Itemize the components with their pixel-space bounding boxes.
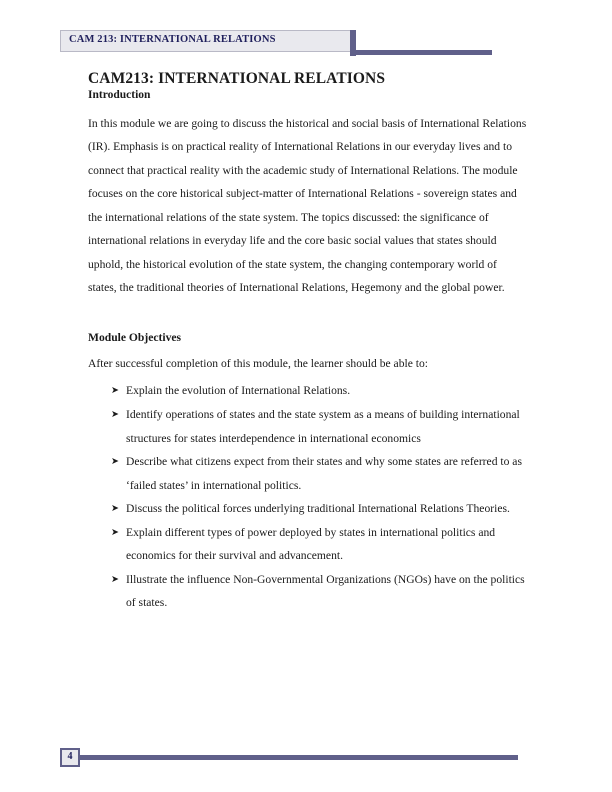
running-header-rule: [356, 50, 492, 55]
page-footer: [60, 748, 520, 772]
document-body: [88, 70, 528, 615]
objective-text: Explain the evolution of International Relations.: [126, 384, 351, 398]
objective-text: Illustrate the influence Non-Governmental Organizations (NGOs) have on the politics of states.: [126, 572, 525, 610]
arrow-bullet-icon: ➤: [111, 456, 119, 468]
running-header: [60, 30, 492, 54]
objective-text: Discuss the political forces underlying traditional International Relations Theories.: [126, 502, 510, 516]
objective-text: Describe what citizens expect from their states and why some states are referred to as ‘failed states’ in international politics.: [126, 455, 522, 492]
arrow-bullet-icon: ➤: [111, 503, 119, 515]
introduction-heading: Introduction: [88, 89, 151, 102]
objective-item: [88, 497, 528, 521]
arrow-bullet-icon: ➤: [111, 408, 119, 420]
module-objectives-heading: Module Objectives: [88, 330, 182, 344]
objective-item: [88, 450, 528, 497]
running-header-title: CAM 213: INTERNATIONAL RELATIONS: [69, 34, 276, 45]
objective-item: [88, 403, 528, 450]
arrow-bullet-icon: ➤: [111, 526, 119, 538]
module-objectives-lead: After successful completion of this module, the learner should be able to:: [88, 357, 428, 371]
page-title: CAM213: INTERNATIONAL RELATIONS: [88, 70, 386, 87]
footer-rule: [80, 755, 518, 760]
objective-item: [88, 521, 528, 568]
module-objectives-list: [88, 379, 528, 614]
objective-text: Identify operations of states and the state system as a means of building international structures for states interdependence in international economics: [126, 407, 520, 445]
objective-text: Explain different types of power deployed by states in international politics and economics for their survival and advancement.: [126, 525, 496, 563]
arrow-bullet-icon: ➤: [111, 385, 119, 397]
arrow-bullet-icon: ➤: [111, 573, 119, 585]
objective-item: [88, 568, 528, 615]
objective-item: [88, 379, 528, 403]
introduction-paragraph: In this module we are going to discuss the historical and social basis of International Relations (IR). Emphasis is on practical reality of International Relations in our everyday lives and to connect that practical reality with the academic study of International Relations. The module focuses on the core historical subject-matter of International Relations - sovereign states and the international relations of the state system. The topics discussed: the significance of international relations in everyday life and the core basic social values that states should uphold, the historical evolution of the state system, the changing contemporary world of states, the traditional theories of International Relations, Hegemony and the global power.: [88, 116, 527, 295]
page-number: 4: [67, 751, 73, 762]
